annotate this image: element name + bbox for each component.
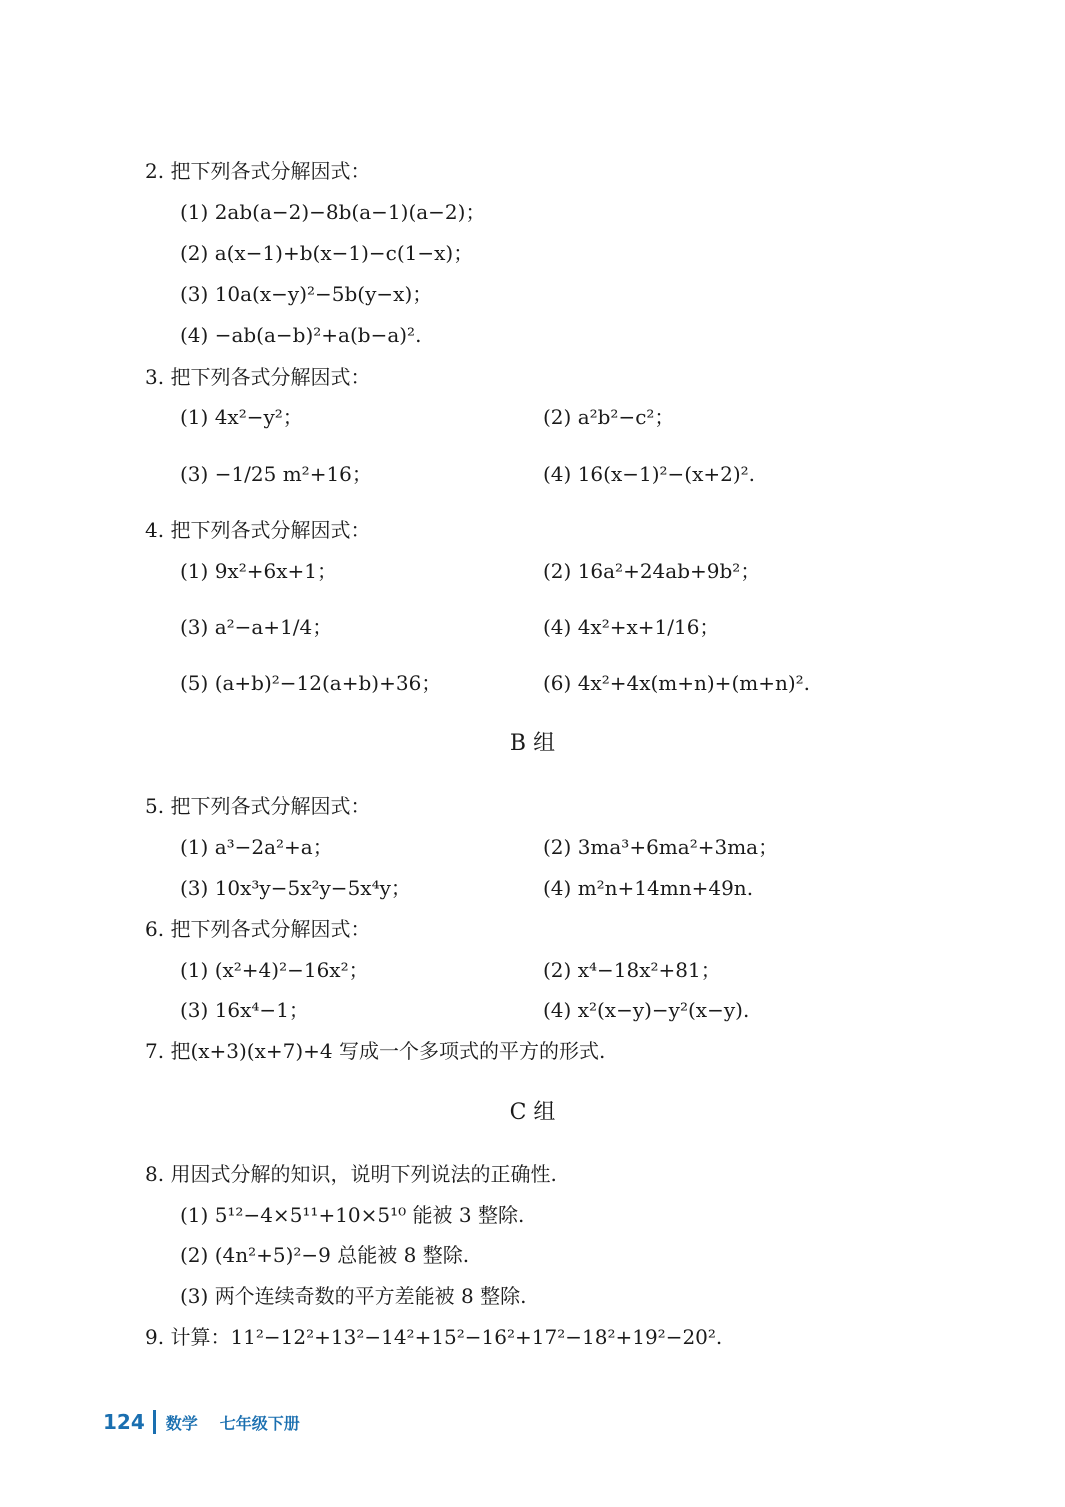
question-2-stem: 2. 把下列各式分解因式： (145, 159, 371, 183)
q5-item-3: (3) 10x³y−5x²y−5x⁴y； (180, 876, 411, 900)
question-9-stem: 9. 计算：11²−12²+13²−14²+15²−16²+17²−18²+19²−20². (145, 1325, 723, 1349)
q6-item-1: (1) (x²+4)²−16x²； (180, 958, 369, 982)
q6-item-2: (2) x⁴−18x²+81； (543, 958, 721, 982)
page-number: 124 (103, 1410, 145, 1434)
q2-item-2: (2) a(x−1)+b(x−1)−c(1−x)； (180, 241, 474, 265)
q2-item-3: (3) 10a(x−y)²−5b(y−x)； (180, 282, 433, 306)
q6-item-3: (3) 16x⁴−1； (180, 998, 309, 1022)
q5-item-2: (2) 3ma³+6ma²+3ma； (543, 835, 779, 859)
q8-item-2: (2) (4n²+5)²−9 总能被 8 整除. (180, 1243, 470, 1267)
question-6-stem: 6. 把下列各式分解因式： (145, 917, 371, 941)
q3-item-3: (3) −1/25 m²+16； (180, 462, 372, 486)
q3-item-4: (4) 16(x−1)²−(x+2)². (543, 462, 756, 486)
footer-grade: 七年级下册 (219, 1413, 300, 1433)
footer-subject: 数学 (165, 1413, 198, 1433)
q8-item-1: (1) 5¹²−4×5¹¹+10×5¹⁰ 能被 3 整除. (180, 1203, 525, 1227)
q2-item-1: (1) 2ab(a−2)−8b(a−1)(a−2)； (180, 200, 486, 224)
footer-divider (153, 1410, 156, 1434)
q4-item-2: (2) 16a²+24ab+9b²； (543, 559, 761, 583)
question-3-stem: 3. 把下列各式分解因式： (145, 365, 371, 389)
q6-item-4: (4) x²(x−y)−y²(x−y). (543, 998, 750, 1022)
page-footer (103, 1410, 300, 1434)
q4-item-3: (3) a²−a+1/4； (180, 615, 333, 639)
group-b-heading: B 组 (509, 731, 556, 756)
question-7-stem: 7. 把(x+3)(x+7)+4 写成一个多项式的平方的形式. (145, 1039, 606, 1063)
q8-item-3: (3) 两个连续奇数的平方差能被 8 整除. (180, 1284, 527, 1308)
q2-item-4: (4) −ab(a−b)²+a(b−a)². (180, 323, 422, 347)
q3-item-2: (2) a²b²−c²； (543, 405, 675, 429)
q5-item-1: (1) a³−2a²+a； (180, 835, 333, 859)
question-5-stem: 5. 把下列各式分解因式： (145, 794, 371, 818)
q4-item-5: (5) (a+b)²−12(a+b)+36； (180, 671, 442, 695)
q3-item-1: (1) 4x²−y²； (180, 405, 303, 429)
q4-item-1: (1) 9x²+6x+1； (180, 559, 337, 583)
q4-item-4: (4) 4x²+x+1/16； (543, 615, 720, 639)
q5-item-4: (4) m²n+14mn+49n. (543, 876, 754, 900)
question-4-stem: 4. 把下列各式分解因式： (145, 518, 371, 542)
q4-item-6: (6) 4x²+4x(m+n)+(m+n)². (543, 671, 811, 695)
question-8-stem: 8. 用因式分解的知识，说明下列说法的正确性. (145, 1162, 557, 1186)
group-c-heading: C 组 (509, 1100, 556, 1125)
